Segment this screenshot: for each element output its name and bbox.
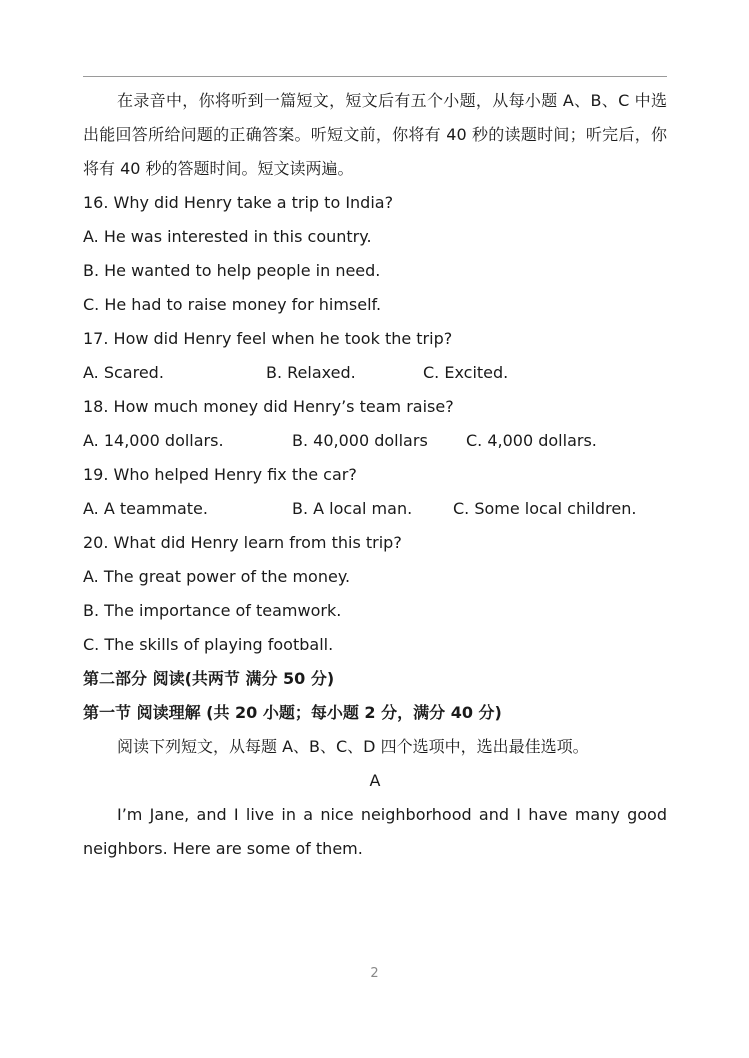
question-20-option-b: B. The importance of teamwork. [83,601,342,620]
question-16-option-b: B. He wanted to help people in need. [83,261,381,280]
question-19-option-a: A. A teammate. [83,499,208,518]
question-18: 18. How much money did Henry’s team raise? [83,397,454,416]
passage-label: A [369,771,381,790]
question-16-option-c: C. He had to raise money for himself. [83,295,382,314]
question-18-option-b: B. 40,000 dollars [292,431,428,450]
passage-text: I’m Jane, and I live in a nice neighborhood and I have many good neighbors. Here are some of them. [83,805,667,858]
question-17-option-b: B. Relaxed. [266,363,356,382]
question-16: 16. Why did Henry take a trip to India? [83,193,394,212]
page-number: 2 [370,966,379,981]
question-20-option-c: C. The skills of playing football. [83,635,334,654]
listening-instructions: 在录音中，你将听到一篇短文，短文后有五个小题，从每小题 A、B、C 中选出能回答所给问题的正确答案。听短文前，你将有 40 秒的读题时间；听完后，你将有 40 秒的答题时间。短文读两遍。 [83,91,667,178]
question-19-options [83,492,667,526]
reading-instructions: 阅读下列短文，从每题 A、B、C、D 四个选项中，选出最佳选项。 [117,737,589,756]
question-18-option-c: C. 4,000 dollars. [466,431,597,450]
page-content [83,84,667,866]
question-18-option-a: A. 14,000 dollars. [83,431,224,450]
question-19-option-c: C. Some local children. [453,499,637,518]
section-one-heading: 第一节 阅读理解 (共 20 小题；每小题 2 分，满分 40 分) [83,703,502,722]
question-17-options [83,356,667,390]
part-two-heading: 第二部分 阅读(共两节 满分 50 分) [83,669,335,688]
question-19: 19. Who helped Henry fix the car? [83,465,357,484]
header-rule [83,76,667,77]
question-17-option-c: C. Excited. [423,363,509,382]
question-16-option-a: A. He was interested in this country. [83,227,372,246]
question-19-option-b: B. A local man. [292,499,413,518]
question-20-option-a: A. The great power of the money. [83,567,351,586]
question-18-options [83,424,667,458]
question-20: 20. What did Henry learn from this trip? [83,533,402,552]
question-17-option-a: A. Scared. [83,363,164,382]
question-17: 17. How did Henry feel when he took the trip? [83,329,453,348]
